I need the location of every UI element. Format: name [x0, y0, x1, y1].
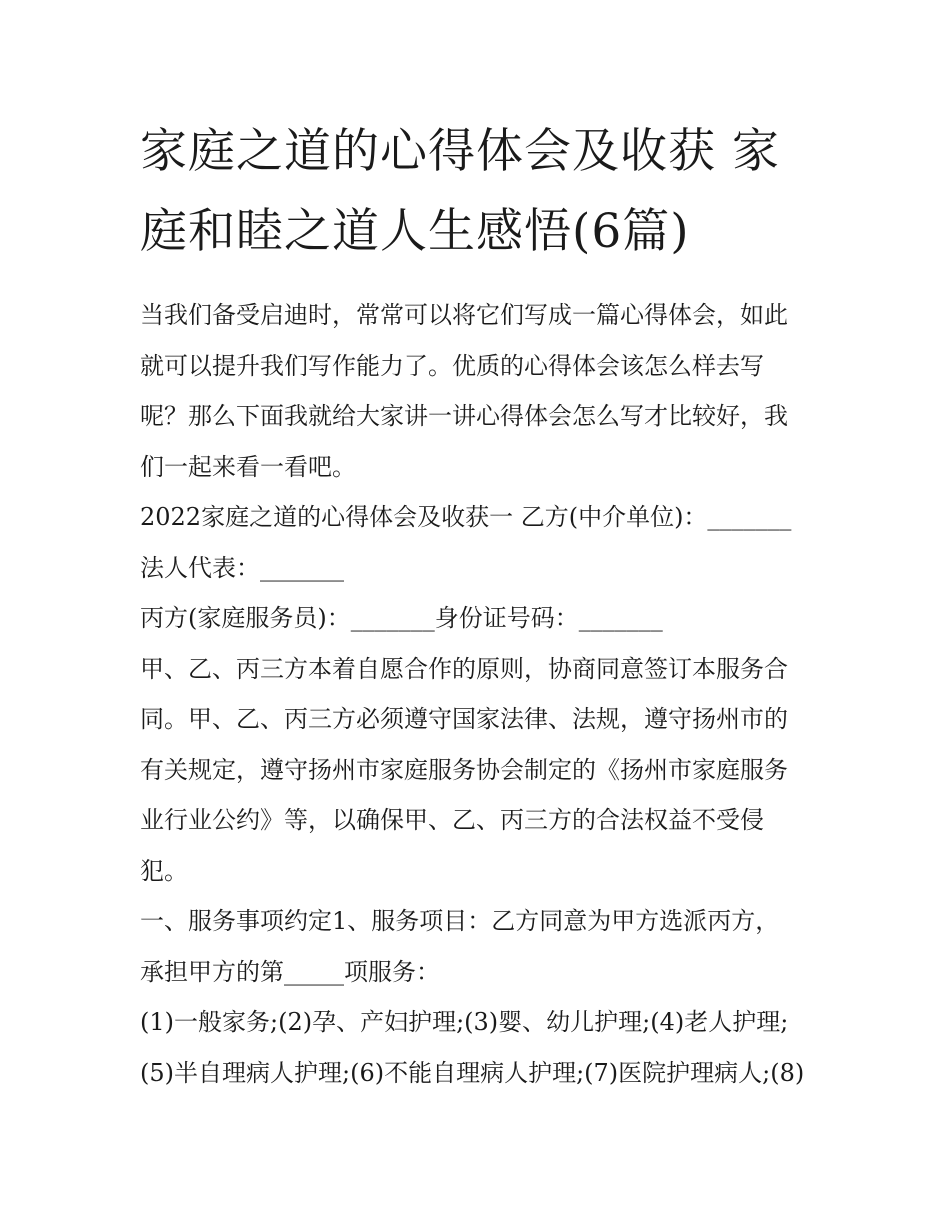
party-b-line: 2022家庭之道的心得体会及收获一 乙方(中介单位)：_______ [140, 503, 792, 531]
party-c-line: 丙方(家庭服务员)：_______身份证号码：_______ [140, 604, 663, 632]
service-list-paragraph: (1)一般家务;(2)孕、产妇护理;(3)婴、幼儿护理;(4)老人护理; (5)半自理病人护理;(6)不能自理病人护理;(7)医院护理病人;(8) [140, 1008, 805, 1087]
agreement-paragraph: 甲、乙、丙三方本着自愿合作的原则，协商同意签订本服务合 同。甲、乙、丙三方必须遵守国家法律、法规，遵守扬州市的 有关规定，遵守扬州市家庭服务协会制定的《扬州市家庭服务 业行业公约》等，以确保甲、乙、丙三方的合法权益不受侵 犯。 [140, 654, 788, 885]
document-page [140, 112, 820, 1098]
service-items-paragraph: 一、服务事项约定1、服务项目：乙方同意为甲方选派丙方， 承担甲方的第_____项服务： [140, 907, 780, 986]
document-title: 家庭之道的心得体会及收获 家 庭和睦之道人生感悟(6篇) [140, 124, 780, 259]
intro-paragraph: 当我们备受启迪时，常常可以将它们写成一篇心得体会，如此 就可以提升我们写作能力了。优质的心得体会该怎么样去写 呢？那么下面我就给大家讲一讲心得体会怎么写才比较好，我 们一起来看一看吧。 [140, 301, 788, 481]
legal-representative-line: 法人代表：_______ [140, 553, 344, 582]
